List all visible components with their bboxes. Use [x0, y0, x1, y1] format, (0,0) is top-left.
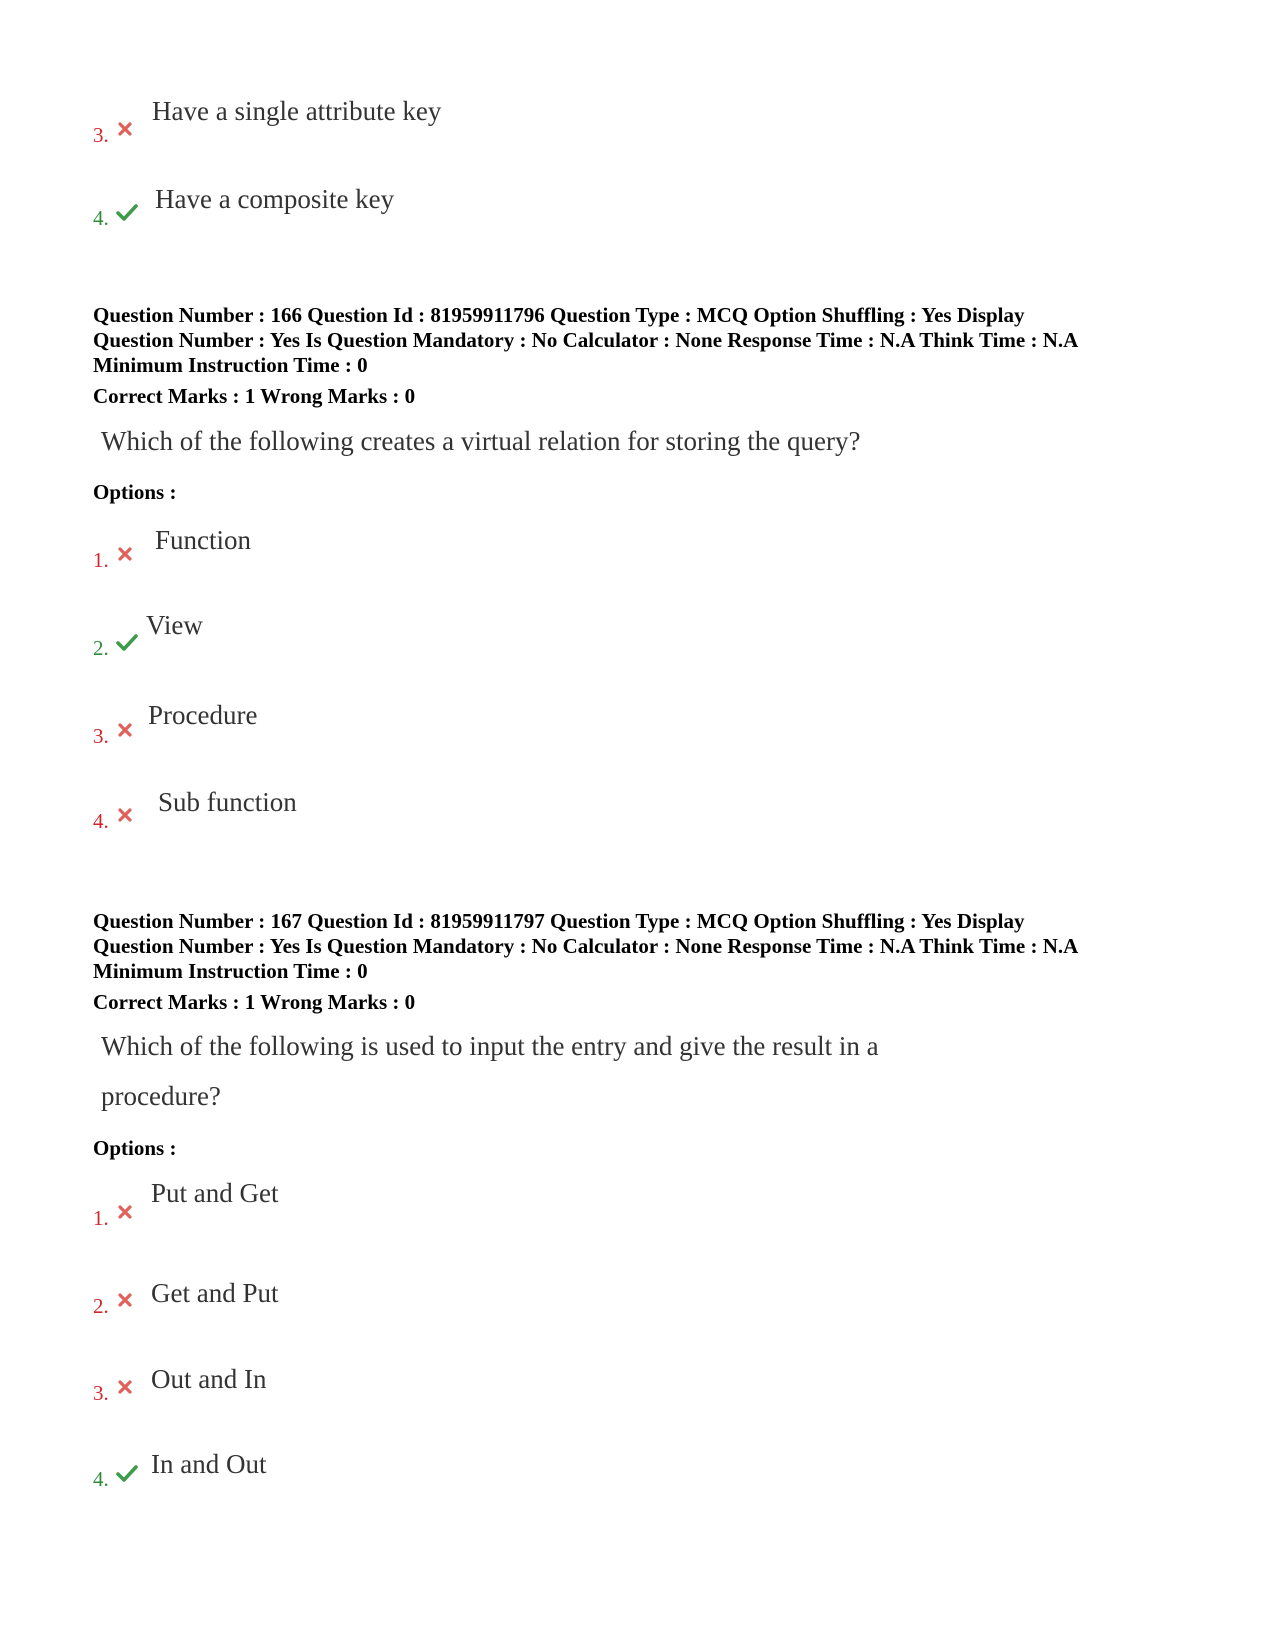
- option-text: Get and Put: [151, 1278, 279, 1308]
- option-text: Function: [155, 525, 252, 555]
- check-icon: [116, 1465, 138, 1483]
- option-number: 4.: [93, 809, 109, 833]
- option-text: Have a single attribute key: [152, 96, 442, 126]
- option-text: Procedure: [148, 700, 258, 730]
- check-icon: [116, 204, 138, 222]
- cross-icon: [118, 723, 132, 737]
- cross-icon: [118, 1293, 132, 1307]
- question-text: procedure?: [101, 1081, 221, 1111]
- option-number: 2.: [93, 636, 109, 660]
- option-number: 4.: [93, 1467, 109, 1491]
- options-label: Options :: [93, 1136, 177, 1160]
- option-number: 3.: [93, 724, 109, 748]
- cross-icon: [118, 1205, 132, 1219]
- cross-icon: [118, 1380, 132, 1394]
- cross-icon: [118, 547, 132, 561]
- options-label: Options :: [93, 480, 177, 504]
- cross-icon: [118, 122, 132, 136]
- question-meta-line: Question Number : 166 Question Id : 81959911796 Question Type : MCQ Option Shuffling : Yes Display: [93, 303, 1025, 327]
- question-meta-line: Question Number : 167 Question Id : 81959911797 Question Type : MCQ Option Shuffling : Yes Display: [93, 909, 1025, 933]
- option-text: Put and Get: [151, 1178, 279, 1208]
- question-meta-line: Minimum Instruction Time : 0: [93, 959, 368, 983]
- cross-icon: [118, 808, 132, 822]
- check-icon: [116, 634, 138, 652]
- option-text: In and Out: [151, 1449, 267, 1479]
- question-meta-line: Question Number : Yes Is Question Mandatory : No Calculator : None Response Time : N.A Think Time : N.A: [93, 328, 1079, 352]
- question-marks: Correct Marks : 1 Wrong Marks : 0: [93, 990, 416, 1014]
- option-text: Sub function: [158, 787, 297, 817]
- option-number: 2.: [93, 1294, 109, 1318]
- option-text: Have a composite key: [155, 184, 395, 214]
- option-number: 4.: [93, 206, 109, 230]
- question-meta-line: Minimum Instruction Time : 0: [93, 353, 368, 377]
- option-number: 3.: [93, 123, 109, 147]
- option-text: View: [146, 610, 203, 640]
- question-text: Which of the following is used to input the entry and give the result in a: [101, 1031, 879, 1061]
- option-number: 3.: [93, 1381, 109, 1405]
- option-text: Out and In: [151, 1364, 267, 1394]
- option-number: 1.: [93, 548, 109, 572]
- option-number: 1.: [93, 1206, 109, 1230]
- question-meta-line: Question Number : Yes Is Question Mandatory : No Calculator : None Response Time : N.A Think Time : N.A: [93, 934, 1079, 958]
- question-text: Which of the following creates a virtual relation for storing the query?: [101, 426, 861, 456]
- question-marks: Correct Marks : 1 Wrong Marks : 0: [93, 384, 416, 408]
